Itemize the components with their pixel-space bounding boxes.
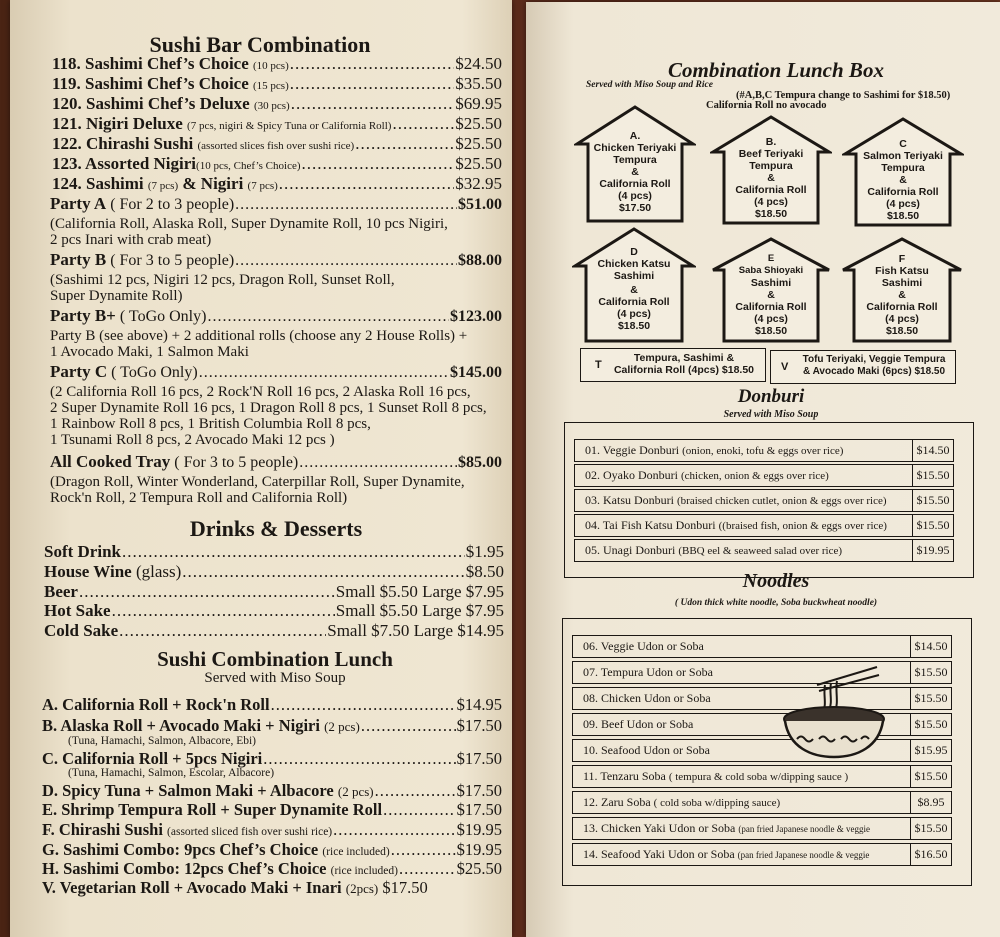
lunch-item-e bbox=[42, 800, 502, 820]
row-number: 13. bbox=[583, 821, 598, 835]
lunch-price: $17.50 bbox=[456, 800, 502, 819]
row-name: Katsu Donburi bbox=[603, 493, 674, 507]
lunch-note: (assorted sliced fish over sushi rice) bbox=[167, 826, 333, 838]
menu-item-119 bbox=[52, 74, 502, 94]
option-line-3: & bbox=[899, 174, 907, 186]
option-line-4: California Roll bbox=[735, 184, 807, 196]
row-price: $8.95 bbox=[910, 792, 951, 813]
row-name: Veggie Donburi bbox=[602, 443, 680, 457]
lunch-c-desc: (Tuna, Hamachi, Salmon, Escolar, Albacore) bbox=[68, 767, 275, 779]
row-name: Unagi Donburi bbox=[603, 543, 676, 557]
row-number: 03. bbox=[585, 493, 600, 507]
lunchbox-title: Combination Lunch Box bbox=[668, 58, 884, 82]
row-name: Tenzaru Soba bbox=[600, 769, 666, 783]
lunchbox-note-1: (#A,B,C Tempura change to Sashimi for $18.50) bbox=[736, 90, 951, 101]
item-note: (30 pcs) bbox=[253, 100, 290, 112]
drink-note: (glass) bbox=[135, 562, 182, 581]
row-name: Zaru Soba bbox=[601, 795, 651, 809]
item-note: (10 pcs) bbox=[253, 60, 289, 72]
lunch-item-v bbox=[42, 878, 502, 898]
noodles-title: Noodles bbox=[742, 570, 810, 592]
option-line-4: California Roll bbox=[735, 301, 807, 313]
menu-item-122 bbox=[52, 134, 502, 154]
drink-beer bbox=[44, 582, 504, 602]
lunch-note: (2pcs) bbox=[345, 881, 379, 896]
item-price: $69.95 bbox=[455, 94, 502, 113]
lunch-item-a bbox=[42, 695, 502, 715]
drink-name: Cold Sake bbox=[44, 621, 119, 640]
menu-item-120 bbox=[52, 94, 502, 114]
lunch-name: B. Alaska Roll + Avocado Maki + Nigiri bbox=[42, 716, 320, 735]
lunchbox-option-d bbox=[572, 226, 696, 344]
party-b bbox=[50, 250, 502, 270]
drink-name: Hot Sake bbox=[44, 601, 111, 620]
row-price: $15.50 bbox=[910, 714, 951, 735]
noodle-row-12 bbox=[572, 791, 952, 814]
option-line-5: (4 pcs) bbox=[617, 308, 651, 320]
noodle-row-10 bbox=[572, 739, 952, 762]
row-name: Beef Udon or Soba bbox=[601, 717, 694, 731]
menu-right-page bbox=[526, 2, 1000, 937]
donburi-row-02 bbox=[574, 464, 954, 487]
row-number: 10. bbox=[583, 743, 598, 757]
row-number: 09. bbox=[583, 717, 598, 731]
row-name: Tempura Udon or Soba bbox=[600, 665, 713, 679]
option-letter: D bbox=[630, 246, 638, 258]
party-b-desc-2: Super Dynamite Roll) bbox=[50, 288, 183, 304]
lunch-item-f bbox=[42, 820, 502, 840]
option-line-3: & bbox=[631, 166, 639, 178]
option-line-2: Tempura bbox=[881, 162, 925, 174]
donburi-title: Donburi bbox=[737, 386, 805, 407]
option-line-4: California Roll bbox=[599, 178, 671, 190]
row-price: $15.50 bbox=[912, 465, 953, 486]
row-price: $15.95 bbox=[910, 740, 951, 761]
row-desc: (BBQ eel & seaweed salad over rice) bbox=[678, 545, 843, 557]
menu-item-123 bbox=[52, 154, 502, 174]
row-desc: ( cold soba w/dipping sauce) bbox=[653, 797, 781, 809]
option-line-4: California Roll bbox=[598, 296, 670, 308]
lunch-name: V. Vegetarian Roll + Avocado Maki + Inari bbox=[42, 878, 342, 897]
option-line-2: Sashimi bbox=[881, 277, 923, 289]
party-c bbox=[50, 362, 502, 382]
lunch-name: H. Sashimi Combo: 12pcs Chef’s Choice bbox=[42, 859, 327, 878]
donburi-row-05 bbox=[574, 539, 954, 562]
lunch-b-desc: (Tuna, Hamachi, Salmon, Albacore, Ebi) bbox=[68, 735, 257, 747]
option-price: $18.50 bbox=[617, 320, 651, 332]
option-line-3: & bbox=[767, 289, 775, 301]
option-line-4: California Roll bbox=[867, 186, 939, 198]
row-desc: (chicken, onion & eggs over rice) bbox=[681, 470, 829, 482]
party-price: $51.00 bbox=[458, 196, 502, 213]
item-price: $24.50 bbox=[455, 54, 502, 73]
option-letter: B. bbox=[765, 136, 777, 148]
lunchbox-option-t bbox=[580, 348, 766, 382]
lunchbox-option-f bbox=[840, 236, 964, 344]
item-price: $25.50 bbox=[455, 154, 502, 173]
item-note: (15 pcs) bbox=[253, 80, 289, 92]
row-number: 11. bbox=[583, 769, 598, 783]
noodles-table bbox=[562, 618, 972, 886]
lunchbox-option-c bbox=[842, 116, 964, 228]
noodle-bowl-icon bbox=[779, 663, 889, 759]
lunch-price: $17.50 bbox=[456, 716, 502, 735]
option-line-2: Sashimi bbox=[750, 277, 792, 289]
party-note: ( For 2 to 3 people) bbox=[110, 196, 235, 213]
option-letter: A. bbox=[629, 130, 641, 142]
party-price: $88.00 bbox=[458, 252, 502, 269]
lunch-note: (2 pcs) bbox=[324, 719, 360, 734]
row-price: $16.50 bbox=[910, 844, 951, 865]
item-name: 123. Assorted Nigiri bbox=[52, 154, 197, 173]
row-desc: (braised chicken cutlet, onion & eggs over rice) bbox=[677, 495, 887, 507]
sushi-bar-title: Sushi Bar Combination bbox=[149, 32, 371, 57]
option-line-3: & bbox=[898, 289, 906, 301]
lunch-title: Sushi Combination Lunch bbox=[157, 647, 393, 671]
party-b-desc-1: (Sashimi 12 pcs, Nigiri 12 pcs, Dragon Roll, Sunset Roll, bbox=[50, 272, 395, 288]
tray-desc-1: (Dragon Roll, Winter Wonderland, Caterpillar Roll, Super Dynamite, bbox=[50, 474, 465, 490]
donburi-row-03 bbox=[574, 489, 954, 512]
donburi-subtitle: Served with Miso Soup bbox=[723, 409, 819, 420]
party-note: ( ToGo Only) bbox=[119, 308, 207, 325]
party-b-plus-desc-2: 1 Avocado Maki, 1 Salmon Maki bbox=[50, 344, 249, 360]
row-price: $15.50 bbox=[910, 688, 951, 709]
item-note: (7 pcs, nigiri & Spicy Tuna or California Roll) bbox=[187, 120, 392, 132]
party-price: $123.00 bbox=[450, 308, 502, 325]
lunch-price: $25.50 bbox=[456, 859, 502, 878]
option-line-2: Sashimi bbox=[613, 270, 655, 282]
row-name: Seafood Udon or Soba bbox=[601, 743, 710, 757]
row-price: $15.50 bbox=[910, 766, 951, 787]
donburi-row-04 bbox=[574, 514, 954, 537]
drink-cold-sake bbox=[44, 621, 504, 641]
option-line-3: & bbox=[630, 284, 638, 296]
row-number: 04. bbox=[585, 518, 600, 532]
row-number: 12. bbox=[583, 795, 598, 809]
row-name: Chicken Udon or Soba bbox=[601, 691, 711, 705]
lunch-name: G. Sashimi Combo: 9pcs Chef’s Choice bbox=[42, 840, 319, 859]
item-note: (assorted slices fish over sushi rice) bbox=[197, 140, 355, 152]
party-c-desc-2: 2 Super Dynamite Roll 16 pcs, 1 Dragon Roll 8 pcs, 1 Sunset Roll 8 pcs, bbox=[50, 400, 487, 416]
option-line-2: & Avocado Maki (6pcs) $18.50 bbox=[802, 366, 946, 377]
lunch-note: (rice included) bbox=[322, 846, 390, 858]
row-price: $14.50 bbox=[910, 636, 951, 657]
item-price: $25.50 bbox=[455, 114, 502, 133]
lunchbox-option-e bbox=[710, 236, 832, 344]
option-price: $18.50 bbox=[886, 210, 920, 222]
party-a-desc-1: (California Roll, Alaska Roll, Super Dynamite Roll, 10 pcs Nigiri, bbox=[50, 216, 448, 232]
row-name: Oyako Donburi bbox=[603, 468, 678, 482]
drink-house-wine bbox=[44, 562, 504, 582]
item-name: 119. Sashimi Chef’s Choice bbox=[52, 74, 249, 93]
row-price: $14.50 bbox=[912, 440, 953, 461]
party-a bbox=[50, 194, 502, 214]
row-number: 07. bbox=[583, 665, 598, 679]
option-price: $17.50 bbox=[618, 202, 652, 214]
menu-item-118 bbox=[52, 54, 502, 74]
row-number: 05. bbox=[585, 543, 600, 557]
drink-price: $8.50 bbox=[465, 562, 504, 581]
party-b-plus-desc-1: Party B (see above) + 2 additional rolls (choose any 2 House Rolls) + bbox=[50, 328, 468, 344]
party-name: Party A bbox=[50, 194, 107, 213]
row-desc: (pan fried Japanese noodle & veggie bbox=[738, 824, 871, 834]
party-name: All Cooked Tray bbox=[50, 452, 171, 471]
lunch-price: $19.95 bbox=[456, 820, 502, 839]
lunch-name: C. California Roll + 5pcs Nigiri bbox=[42, 749, 263, 768]
noodle-row-08 bbox=[572, 687, 952, 710]
lunchbox-option-b bbox=[710, 114, 832, 226]
option-line-5: (4 pcs) bbox=[754, 313, 788, 325]
party-note: ( ToGo Only) bbox=[111, 364, 198, 381]
item-name: 124. Sashimi bbox=[52, 174, 144, 193]
party-c-desc-3: 1 Rainbow Roll 8 pcs, 1 British Columbia Roll 8 pcs, bbox=[50, 416, 371, 432]
party-b-plus bbox=[50, 306, 502, 326]
option-line-2: California Roll (4pcs) $18.50 bbox=[613, 364, 755, 376]
lunchbox-option-v bbox=[770, 350, 956, 384]
row-price: $15.50 bbox=[910, 818, 951, 839]
drink-name: Soft Drink bbox=[44, 542, 121, 561]
drink-price: Small $5.50 Large $7.95 bbox=[335, 582, 504, 601]
option-line-1: Salmon Teriyaki bbox=[863, 150, 943, 162]
lunch-subtitle: Served with Miso Soup bbox=[204, 670, 346, 686]
lunch-note: (2 pcs) bbox=[337, 784, 374, 799]
option-letter: C bbox=[899, 138, 907, 150]
drinks-title: Drinks & Desserts bbox=[189, 516, 363, 541]
noodle-row-13 bbox=[572, 817, 952, 840]
lunchbox-option-a bbox=[574, 104, 696, 224]
item-price: $25.50 bbox=[455, 134, 502, 153]
lunch-item-d bbox=[42, 781, 502, 801]
option-line-5: (4 pcs) bbox=[885, 313, 919, 325]
row-desc: (onion, enoki, tofu & eggs over rice) bbox=[682, 445, 844, 457]
row-price: $15.50 bbox=[912, 515, 953, 536]
donburi-table bbox=[564, 422, 974, 578]
lunch-item-b bbox=[42, 716, 502, 736]
lunch-note: (rice included) bbox=[330, 865, 398, 877]
drink-hot-sake bbox=[44, 601, 504, 621]
item-note: (7 pcs) bbox=[147, 180, 179, 192]
option-line-4: California Roll bbox=[866, 301, 938, 313]
drink-price: Small $7.50 Large $14.95 bbox=[327, 621, 504, 640]
party-c-desc-4: 1 Tsunami Roll 8 pcs, 2 Avocado Maki 12 pcs ) bbox=[50, 432, 335, 448]
row-number: 08. bbox=[583, 691, 598, 705]
menu-item-124 bbox=[52, 174, 502, 194]
lunch-item-g bbox=[42, 840, 502, 860]
tray-desc-2: Rock'n Roll, 2 Tempura Roll and California Roll) bbox=[50, 490, 348, 506]
row-name: Seafood Yaki Udon or Soba bbox=[601, 847, 735, 861]
option-letter: F bbox=[898, 253, 906, 265]
party-name: Party B+ bbox=[50, 306, 116, 325]
row-number: 01. bbox=[585, 443, 600, 457]
party-name: Party C bbox=[50, 362, 108, 381]
noodle-row-14 bbox=[572, 843, 952, 866]
item-name: 118. Sashimi Chef’s Choice bbox=[52, 54, 249, 73]
row-name: Tai Fish Katsu Donburi bbox=[602, 518, 716, 532]
party-note: ( For 3 to 5 people) bbox=[174, 454, 299, 471]
item-name-2: & Nigiri bbox=[182, 174, 244, 193]
lunch-item-c bbox=[42, 749, 502, 769]
menu-left-page bbox=[10, 0, 512, 937]
lunch-name: A. California Roll + Rock'n Roll bbox=[42, 695, 270, 714]
row-desc: (pan fried Japanese noodle & veggie bbox=[737, 850, 870, 860]
option-letter: E bbox=[767, 253, 775, 264]
item-name: 120. Sashimi Chef’s Deluxe bbox=[52, 94, 250, 113]
item-name: 121. Nigiri Deluxe bbox=[52, 114, 183, 133]
option-line-1: Fish Katsu bbox=[875, 265, 929, 277]
option-letter: T bbox=[595, 359, 602, 371]
lunch-price: $17.50 bbox=[456, 781, 502, 800]
option-price: $18.50 bbox=[754, 208, 788, 220]
noodle-row-07 bbox=[572, 661, 952, 684]
noodle-row-06 bbox=[572, 635, 952, 658]
party-price: $85.00 bbox=[458, 454, 502, 471]
lunch-name: F. Chirashi Sushi bbox=[42, 820, 163, 839]
row-price: $15.50 bbox=[910, 662, 951, 683]
item-note: (10 pcs, Chef’s Choice) bbox=[196, 160, 301, 172]
party-c-desc-1: (2 California Roll 16 pcs, 2 Rock'N Roll 16 pcs, 2 Alaska Roll 16 pcs, bbox=[50, 384, 471, 400]
option-line-5: (4 pcs) bbox=[886, 198, 920, 210]
lunch-price: $14.95 bbox=[456, 695, 502, 714]
drink-name: House Wine bbox=[44, 562, 132, 581]
drink-price: $1.95 bbox=[465, 542, 504, 561]
lunch-price: $17.50 bbox=[456, 749, 502, 768]
option-line-5: (4 pcs) bbox=[618, 190, 652, 202]
option-line-1: Beef Teriyaki bbox=[738, 148, 804, 160]
party-a-desc-2: 2 pcs Inari with crab meat) bbox=[50, 232, 212, 248]
noodle-row-09 bbox=[572, 713, 952, 736]
option-line-1: Tempura, Sashimi & bbox=[633, 352, 735, 364]
option-line-5: (4 pcs) bbox=[754, 196, 788, 208]
party-price: $145.00 bbox=[450, 364, 502, 381]
row-desc: ( tempura & cold soba w/dipping sauce ) bbox=[668, 771, 849, 783]
option-line-1: Chicken Katsu bbox=[597, 258, 671, 270]
option-price: $18.50 bbox=[754, 325, 788, 337]
row-price: $15.50 bbox=[912, 490, 953, 511]
donburi-row-01 bbox=[574, 439, 954, 462]
option-letter: V bbox=[781, 361, 789, 373]
row-number: 14. bbox=[583, 847, 598, 861]
menu-item-121 bbox=[52, 114, 502, 134]
lunch-name: D. Spicy Tuna + Salmon Maki + Albacore bbox=[42, 781, 334, 800]
row-desc: ((braised fish, onion & eggs over rice) bbox=[718, 520, 887, 532]
option-line-1: Saba Shioyaki bbox=[738, 265, 804, 276]
drink-soft-drink bbox=[44, 542, 504, 562]
option-price: $18.50 bbox=[885, 325, 919, 337]
party-name: Party B bbox=[50, 250, 107, 269]
item-price: $35.50 bbox=[455, 74, 502, 93]
item-name: 122. Chirashi Sushi bbox=[52, 134, 194, 153]
lunch-name: E. Shrimp Tempura Roll + Super Dynamite Roll bbox=[42, 800, 383, 819]
all-cooked-tray bbox=[50, 452, 502, 472]
option-line-3: & bbox=[767, 172, 775, 184]
lunch-price: $19.95 bbox=[456, 840, 502, 859]
option-line-1: Tofu Teriyaki, Veggie Tempura bbox=[802, 354, 946, 365]
drink-name: Beer bbox=[44, 582, 78, 601]
item-price: $32.95 bbox=[455, 174, 502, 193]
row-number: 06. bbox=[583, 639, 598, 653]
row-number: 02. bbox=[585, 468, 600, 482]
item-note-2: (7 pcs) bbox=[247, 180, 278, 192]
noodle-row-11 bbox=[572, 765, 952, 788]
noodles-subtitle: ( Udon thick white noodle, Soba buckwheat noodle) bbox=[674, 598, 878, 608]
option-line-1: Chicken Teriyaki bbox=[593, 142, 677, 154]
lunch-item-h bbox=[42, 859, 502, 879]
option-line-2: Tempura bbox=[613, 154, 657, 166]
lunchbox-note-2: California Roll no avocado bbox=[706, 100, 827, 111]
row-name: Chicken Yaki Udon or Soba bbox=[601, 821, 736, 835]
drink-price: Small $5.50 Large $7.95 bbox=[335, 601, 504, 620]
lunch-price: $17.50 bbox=[382, 878, 428, 897]
party-note: ( For 3 to 5 people) bbox=[110, 252, 235, 269]
option-line-2: Tempura bbox=[749, 160, 793, 172]
lunchbox-served: Served with Miso Soup and Rice bbox=[586, 80, 713, 90]
row-name: Veggie Udon or Soba bbox=[600, 639, 704, 653]
row-price: $19.95 bbox=[912, 540, 953, 561]
